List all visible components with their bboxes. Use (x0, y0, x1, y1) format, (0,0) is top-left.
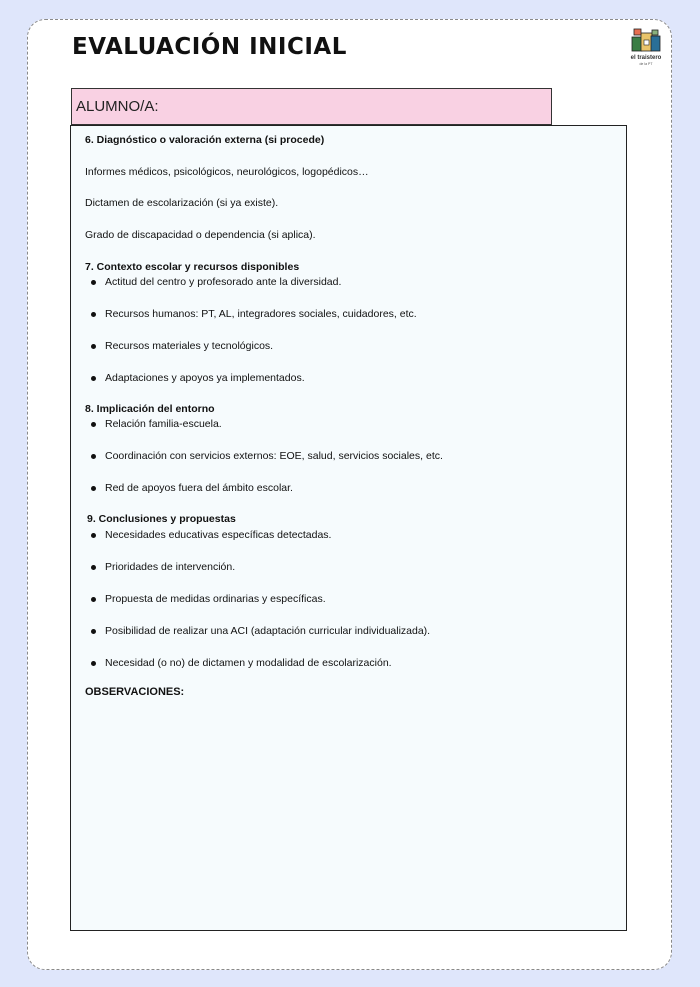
section-7-heading: 7. Contexto escolar y recursos disponibles (85, 261, 300, 273)
section-9-item: Necesidades educativas específicas detectadas. (105, 529, 332, 541)
bullet-icon (91, 597, 96, 602)
logo-subtext: de la PT (639, 62, 653, 66)
observations-area[interactable] (84, 705, 614, 920)
bullet-icon (91, 280, 96, 285)
bullet-icon (91, 661, 96, 666)
section-9-item: Propuesta de medidas ordinarias y específicas. (105, 593, 326, 605)
section-9-item: Necesidad (o no) de dictamen y modalidad de escolarización. (105, 657, 392, 669)
bullet-icon (91, 376, 96, 381)
section-7-item: Actitud del centro y profesorado ante la diversidad. (105, 276, 342, 288)
bullet-icon (91, 486, 96, 491)
section-7-item: Recursos humanos: PT, AL, integradores sociales, cuidadores, etc. (105, 308, 417, 320)
page-title: EVALUACIÓN INICIAL (72, 34, 347, 60)
student-name-field[interactable] (71, 88, 552, 125)
bullet-icon (91, 629, 96, 634)
section-6-heading: 6. Diagnóstico o valoración externa (si procede) (85, 134, 325, 146)
section-8-item: Red de apoyos fuera del ámbito escolar. (105, 482, 293, 494)
section-8-item: Coordinación con servicios externos: EOE, salud, servicios sociales, etc. (105, 450, 443, 462)
section-8-heading: 8. Implicación del entorno (85, 403, 215, 415)
section-8-item: Relación familia-escuela. (105, 418, 222, 430)
section-7-item: Adaptaciones y apoyos ya implementados. (105, 372, 305, 384)
logo-text: el traistero (630, 55, 662, 61)
section-9-heading: 9. Conclusiones y propuestas (87, 513, 236, 525)
brand-logo (628, 27, 664, 67)
bullet-icon (91, 533, 96, 538)
el-traistero-logo-icon (628, 27, 664, 55)
bullet-icon (91, 344, 96, 349)
section-6-line: Informes médicos, psicológicos, neurológicos, logopédicos… (85, 166, 369, 178)
bullet-icon (91, 312, 96, 317)
student-label: ALUMNO/A: (76, 98, 159, 115)
section-6-line: Dictamen de escolarización (si ya existe). (85, 197, 279, 209)
section-6-line: Grado de discapacidad o dependencia (si aplica). (85, 229, 316, 241)
bullet-icon (91, 422, 96, 427)
section-9-item: Prioridades de intervención. (105, 561, 236, 573)
section-9-item: Posibilidad de realizar una ACI (adaptación curricular individualizada). (105, 625, 431, 637)
bullet-icon (91, 454, 96, 459)
bullet-icon (91, 565, 96, 570)
observations-label: OBSERVACIONES: (85, 686, 185, 698)
section-7-item: Recursos materiales y tecnológicos. (105, 340, 274, 352)
